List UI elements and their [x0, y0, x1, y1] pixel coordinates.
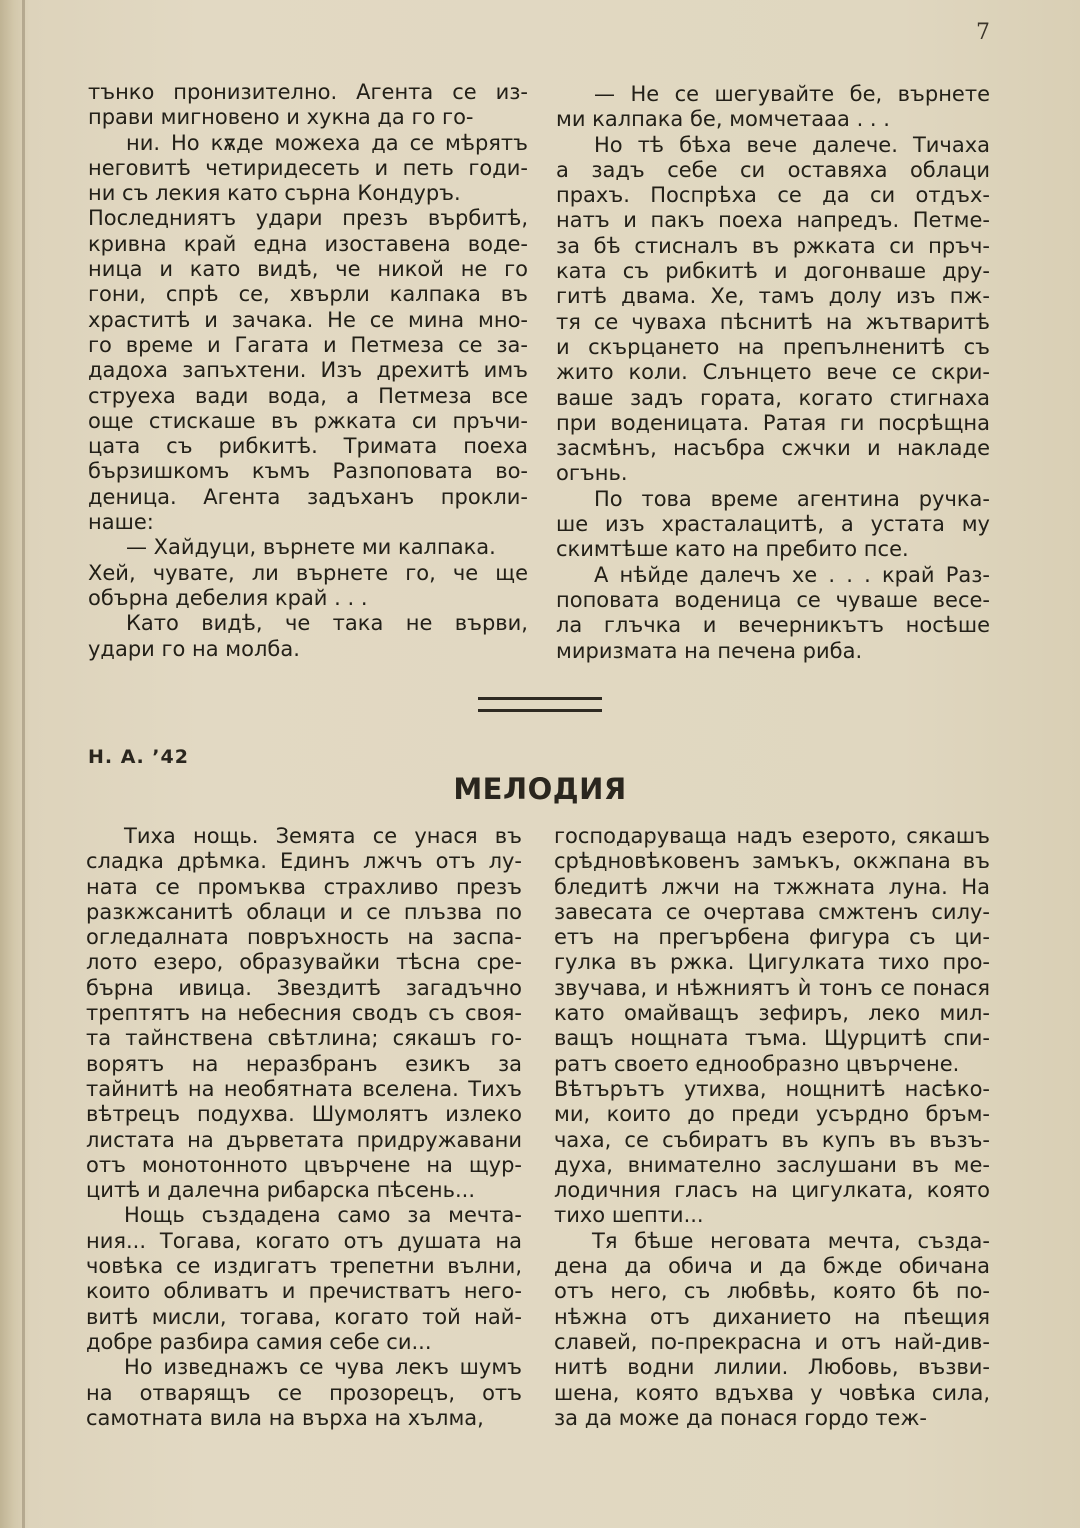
text-line: трептятъ на небесния сводъ съ своя- — [86, 1001, 522, 1026]
text-line: ворятъ на неразбранъ езикъ за — [86, 1051, 522, 1076]
text-line: огледалната повръхность на заспа- — [86, 925, 522, 950]
text-line: сладка дрѣмка. Единъ лжчъ отъ лу- — [86, 849, 522, 874]
text-line: ни. Но кѫде можеха да се мѣрятъ — [126, 130, 528, 155]
text-line: ния... Тогава, когато отъ душата на — [86, 1228, 522, 1253]
text-line: засмѣнъ, насъбра сжчки и накладе — [556, 436, 990, 461]
text-line: тайнитѣ на необятната вселена. Тихъ — [86, 1076, 522, 1101]
text-line: като омайващъ зефиръ, леко мил- — [554, 1001, 990, 1026]
text-line: удари го на молба. — [88, 636, 300, 661]
text-line: самотната вила на върха на хълма, — [86, 1405, 484, 1430]
text-line: вѣтрецъ подухва. Шумолятъ излеко — [86, 1102, 522, 1127]
text-line: ната се промъква страхливо презъ — [86, 874, 522, 899]
page-gutter — [22, 0, 25, 1528]
text-line: славей, по-прекрасна и отъ най-див- — [554, 1329, 990, 1354]
text-line: бледитѣ лжчи на тжжната луна. На — [554, 874, 990, 899]
text-line: струеха вади вода, а Петмеза все — [88, 383, 528, 408]
text-line: гитѣ двама. Хе, тамъ долу изъ пж- — [556, 284, 990, 309]
text-line: шена, която вдъхва у човѣка сила, — [554, 1380, 990, 1405]
text-line: миризмата на печена риба. — [556, 638, 863, 663]
text-line: витѣ мисли, тогава, когато той най- — [86, 1304, 522, 1329]
text-line: По това време агентина ручка- — [594, 486, 990, 511]
text-line: за да може да понася гордо теж- — [554, 1405, 927, 1430]
text-line: натъ и пакъ поеха напредъ. Петме- — [556, 208, 990, 233]
text-line: кривна край една изоставена воде- — [88, 231, 528, 256]
text-line: тихо шепти... — [554, 1203, 704, 1228]
text-line: ница и като видѣ, че никой не го — [88, 257, 528, 282]
text-line: бърна ивица. Звездитѣ загадъчно — [86, 975, 522, 1000]
text-line: обърна дебелия край . . . — [88, 585, 368, 610]
text-line: прави мигновено и хукна да го го- — [88, 105, 474, 130]
text-line: деница. Агента задъханъ прокли- — [88, 484, 528, 509]
text-line: ни съ лекия като сърна Кондуръ. — [88, 181, 461, 206]
text-line: прахъ. Поспрѣха се да си отдъх- — [556, 183, 990, 208]
text-line: Нощь създадена само за мечта- — [124, 1203, 522, 1228]
text-line: нѣжна отъ диханието на пѣещия — [554, 1304, 990, 1329]
text-line: тънко пронизително. Агента се из- — [88, 80, 528, 104]
article-title: МЕЛОДИЯ — [453, 772, 627, 806]
text-line: ваше задъ гората, когато стигнаха — [556, 385, 990, 410]
text-line: за бѣ стисналъ въ ржката си пръч- — [556, 233, 990, 258]
text-line: звучава, и нѣжниятъ ѝ тонъ се понася — [554, 975, 990, 1000]
text-line: завесата се очертава смжтенъ силу- — [554, 899, 990, 924]
text-line: ла глъчка и вечерникътъ носѣше — [556, 613, 990, 638]
section-divider — [478, 697, 602, 712]
text-line: Последниятъ удари презъ върбитѣ, — [88, 206, 528, 231]
text-line: господаруваща надъ езерото, сякашъ — [554, 824, 990, 848]
text-line: цата съ рибкитѣ. Тримата поеха — [88, 434, 528, 459]
text-line: които обливатъ и пречистватъ него- — [86, 1279, 522, 1304]
text-line: Но тѣ бѣха вече далече. Тичаха — [594, 132, 990, 157]
text-line: — Не се шегувайте бе, върнете — [594, 82, 990, 106]
text-line: наше: — [88, 510, 154, 535]
text-line: още стискаше въ ржката си пръчи- — [88, 408, 528, 433]
text-line: Вѣтърътъ утихва, нощнитѣ насѣко- — [554, 1076, 990, 1101]
text-line: ратъ своето еднообразно цвърчене. — [554, 1051, 960, 1076]
text-line: А нѣйде далечъ хе . . . край Раз- — [594, 562, 990, 587]
text-line: срѣдновѣковенъ замъкъ, окжпана въ — [554, 849, 990, 874]
text-line: дена да обича и да бжде обичана — [554, 1254, 990, 1279]
text-line: гулка въ ржка. Цигулката тихо про- — [554, 950, 990, 975]
article-author: Н. А. ’42 — [88, 746, 189, 768]
text-line: — Хайдуци, върнете ми калпака. — [126, 535, 496, 560]
text-line: а задъ себе си оставяха облаци — [556, 157, 990, 182]
text-line: отъ монотонното цвърчене на щур- — [86, 1152, 522, 1177]
page-number: 7 — [976, 20, 990, 45]
story-end-column-right — [556, 82, 990, 664]
text-line: цитѣ и далечна рибарска пѣсень... — [86, 1178, 476, 1203]
article-column-left — [86, 824, 522, 1431]
text-line: гони, спрѣ се, хвърли калпака въ — [88, 282, 528, 307]
article-column-right — [554, 824, 990, 1431]
text-line: поповата воденица се чуваше весе- — [556, 587, 990, 612]
text-line: листата на дърветата придружавани — [86, 1127, 522, 1152]
text-line: скимтѣше като на пребито псе. — [556, 537, 909, 562]
text-line: човѣка се издигатъ трепетни вълни, — [86, 1254, 522, 1279]
text-line: разкжсанитѣ облаци и се плъзва по — [86, 899, 522, 924]
text-line: лодичния гласъ на цигулката, която — [554, 1178, 990, 1203]
text-line: чаха, се събиратъ въ купъ въ възъ- — [554, 1127, 990, 1152]
text-line: дадоха запъхтени. Изъ дрехитѣ имъ — [88, 358, 528, 383]
text-line: лото езеро, образувайки тѣсна сре- — [86, 950, 522, 975]
text-line: неговитѣ четиридесеть и петь годи- — [88, 155, 528, 180]
text-line: на отварящъ се прозорецъ, отъ — [86, 1380, 522, 1405]
text-line: отъ него, съ любвѣь, която бѣ по- — [554, 1279, 990, 1304]
text-line: ми, които до преди усърдно бръм- — [554, 1102, 990, 1127]
text-line: при воденицата. Ратая ги посрѣщна — [556, 410, 990, 435]
text-line: етъ на прегърбена фигура съ ци- — [554, 925, 990, 950]
text-line: тя се чуваха пѣснитѣ на жътваритѣ — [556, 309, 990, 334]
text-line: добре разбира самия себе си... — [86, 1329, 432, 1354]
text-line: та тайнствена свѣтлина; сякашъ го- — [86, 1026, 522, 1051]
text-line: Тя бѣше неговата мечта, създа- — [592, 1228, 990, 1253]
text-line: ката съ рибкитѣ и догонваше дру- — [556, 259, 990, 284]
text-line: жито коли. Слънцето вече се скри- — [556, 360, 990, 385]
text-line: Но изведнажъ се чува лекъ шумъ — [124, 1355, 522, 1380]
text-line: Като видѣ, че така не върви, — [126, 611, 528, 636]
text-line: храститѣ и зачака. Не се мина мно- — [88, 307, 528, 332]
text-line: духа, внимателно заслушани въ ме- — [554, 1152, 990, 1177]
text-line: го време и Гагата и Петмеза се за- — [88, 332, 528, 357]
text-line: нитѣ водни лилии. Любовь, възви- — [554, 1355, 990, 1380]
text-line: огънь. — [556, 461, 628, 486]
text-line: Тиха нощь. Земята се унася въ — [124, 824, 522, 848]
text-line: бързишкомъ къмъ Разпоповата во- — [88, 459, 528, 484]
text-line: ващъ нощната тъма. Щурцитѣ спи- — [554, 1026, 990, 1051]
text-line: Хей, чувате, ли върнете го, че ще — [88, 560, 528, 585]
text-line: ми калпака бе, момчетааа . . . — [556, 107, 890, 132]
story-end-column-left — [88, 80, 528, 662]
text-line: и скърцането на препълненитѣ съ — [556, 334, 990, 359]
text-line: ше изъ храсталацитѣ, а устата му — [556, 512, 990, 537]
